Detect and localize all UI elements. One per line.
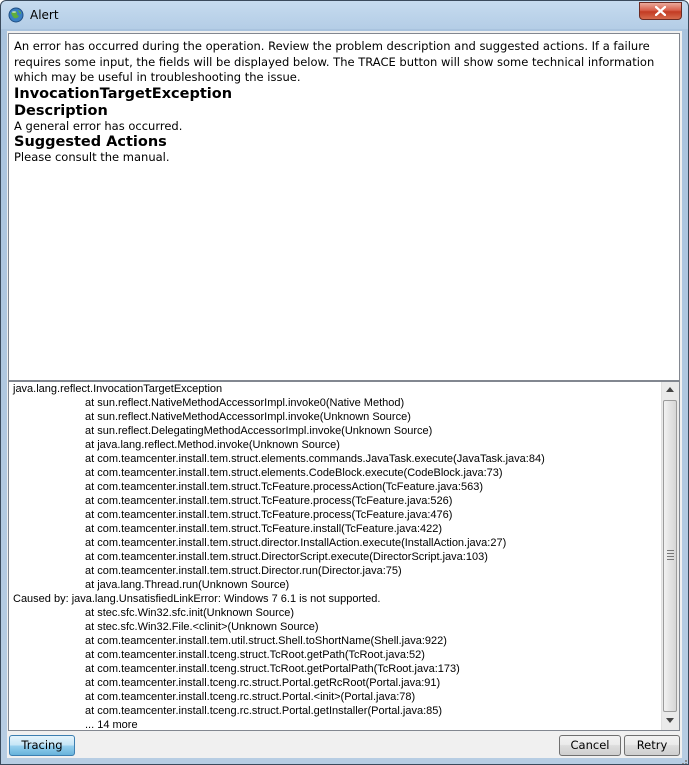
intro-message: An error has occurred during the operation. Review the problem description and suggested actions. If a failure requires some input, the fields will be displayed below. The TRACE button will show some technical information which may be useful in troubleshooting the issue. [14, 39, 655, 84]
stack-trace-line: at com.teamcenter.install.tem.struct.TcFeature.process(TcFeature.java:526) [85, 495, 453, 507]
stack-trace-line: at com.teamcenter.install.tem.util.struct.Shell.toShortName(Shell.java:922) [85, 635, 447, 647]
dialog-content [7, 31, 682, 758]
scroll-down-arrow-icon[interactable] [662, 713, 679, 730]
window-title: Alert [30, 8, 59, 22]
stack-trace-line: at stec.sfc.Win32.sfc.init(Unknown Source) [85, 607, 295, 619]
close-icon [655, 6, 666, 16]
retry-button[interactable]: Retry [624, 735, 680, 756]
vertical-scrollbar[interactable] [661, 382, 679, 730]
stack-trace-line: at com.teamcenter.install.tceng.struct.TcRoot.getPortalPath(TcRoot.java:173) [85, 663, 460, 675]
stack-trace-line: at java.lang.reflect.Method.invoke(Unknown Source) [85, 439, 340, 451]
stack-trace-line: at stec.sfc.Win32.File.<clinit>(Unknown Source) [85, 621, 319, 633]
stack-trace-line: at com.teamcenter.install.tem.struct.TcFeature.processAction(TcFeature.java:563) [85, 481, 483, 493]
java-globe-icon [8, 7, 24, 23]
scroll-up-arrow-icon[interactable] [662, 382, 679, 399]
message-panel [8, 33, 680, 381]
resize-grip-icon[interactable] [678, 754, 688, 764]
stack-trace-line: at sun.reflect.NativeMethodAccessorImpl.invoke(Unknown Source) [85, 411, 411, 423]
stack-trace-line: at com.teamcenter.install.tceng.rc.struct.Portal.getRcRoot(Portal.java:91) [85, 677, 441, 689]
stack-trace-line: at com.teamcenter.install.tem.struct.director.InstallAction.execute(InstallAction.java:27) [85, 537, 507, 549]
exception-name: InvocationTargetException [14, 85, 233, 102]
stack-trace-line: at com.teamcenter.install.tem.struct.TcFeature.process(TcFeature.java:476) [85, 509, 453, 521]
suggested-actions-heading: Suggested Actions [14, 133, 167, 150]
stack-trace-line: at com.teamcenter.install.tem.struct.Director.run(Director.java:75) [85, 565, 402, 577]
description-heading: Description [14, 102, 108, 119]
close-button[interactable] [639, 2, 682, 20]
stack-trace-line: java.lang.reflect.InvocationTargetException [13, 383, 223, 395]
thumb-grip-icon [667, 550, 674, 562]
stack-trace-panel[interactable] [8, 381, 680, 731]
title-bar[interactable] [1, 1, 688, 30]
stack-trace-line: at sun.reflect.DelegatingMethodAccessorImpl.invoke(Unknown Source) [85, 425, 433, 437]
button-bar [7, 732, 682, 758]
stack-trace-text [13, 382, 659, 731]
stack-trace-line: at com.teamcenter.install.tceng.rc.struct.Portal.<init>(Portal.java:78) [85, 691, 416, 703]
stack-trace-line: at com.teamcenter.install.tem.struct.TcFeature.install(TcFeature.java:422) [85, 523, 443, 535]
stack-trace-line: ... 14 more [85, 719, 138, 731]
stack-trace-line: at com.teamcenter.install.tem.struct.DirectorScript.execute(DirectorScript.java:103) [85, 551, 488, 563]
stack-trace-line: Caused by: java.lang.UnsatisfiedLinkError: Windows 7 6.1 is not supported. [13, 593, 381, 605]
stack-trace-line: at com.teamcenter.install.tceng.rc.struct.Portal.getInstaller(Portal.java:85) [85, 705, 443, 717]
stack-trace-line: at com.teamcenter.install.tem.struct.elements.commands.JavaTask.execute(JavaTask.java:84) [85, 453, 545, 465]
stack-trace-line: at com.teamcenter.install.tem.struct.elements.CodeBlock.execute(CodeBlock.java:73) [85, 467, 503, 479]
suggested-actions-text: Please consult the manual. [14, 149, 170, 164]
stack-trace-line: at sun.reflect.NativeMethodAccessorImpl.invoke0(Native Method) [85, 397, 405, 409]
description-text: A general error has occurred. [14, 118, 183, 133]
tracing-button[interactable]: Tracing [9, 735, 75, 756]
scrollbar-thumb[interactable] [663, 400, 677, 712]
cancel-button[interactable]: Cancel [559, 735, 621, 756]
stack-trace-line: at java.lang.Thread.run(Unknown Source) [85, 579, 290, 591]
stack-trace-line: at com.teamcenter.install.tceng.struct.TcRoot.getPath(TcRoot.java:52) [85, 649, 425, 661]
